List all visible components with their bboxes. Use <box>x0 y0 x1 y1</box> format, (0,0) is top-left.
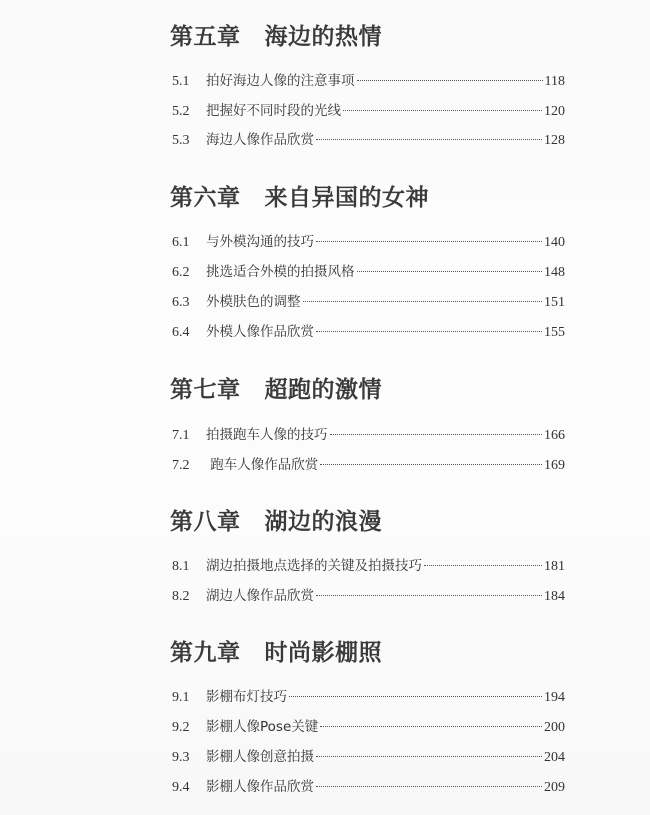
section-number: 8.2 <box>172 589 190 604</box>
page-number: 166 <box>544 428 565 443</box>
chapter-heading <box>170 507 382 537</box>
section-number: 7.1 <box>172 428 190 443</box>
toc-entry[interactable] <box>172 100 565 122</box>
chapter-heading <box>170 375 382 405</box>
chapter-heading <box>170 22 382 52</box>
chapter-number: 第七章 <box>170 377 241 403</box>
section-title: 拍好海边人像的注意事项 <box>206 73 355 89</box>
section-number: 6.1 <box>172 235 190 250</box>
dot-leader <box>316 595 542 596</box>
toc-entry[interactable] <box>172 129 565 151</box>
dot-leader <box>289 696 542 697</box>
section-title: 影棚人像Pose关键 <box>206 719 319 735</box>
chapter-title: 湖边的浪漫 <box>264 509 382 535</box>
section-title: 把握好不同时段的光线 <box>206 103 341 119</box>
toc-entry[interactable] <box>172 424 565 446</box>
dot-leader <box>330 434 543 435</box>
page-number: 140 <box>544 235 565 250</box>
page-number: 151 <box>544 295 565 310</box>
dot-leader <box>343 110 542 111</box>
section-number: 5.2 <box>172 104 190 119</box>
dot-leader <box>316 139 542 140</box>
page-number: 194 <box>544 690 565 705</box>
dot-leader <box>316 786 542 787</box>
chapter-title: 超跑的激情 <box>264 377 382 403</box>
section-title: 湖边人像作品欣赏 <box>206 588 314 604</box>
dot-leader <box>320 726 542 727</box>
chapter-title: 海边的热情 <box>264 24 382 50</box>
toc-entry[interactable] <box>172 70 565 92</box>
section-title: 外模人像作品欣赏 <box>206 324 314 340</box>
toc-entry[interactable] <box>172 686 565 708</box>
dot-leader <box>316 756 542 757</box>
section-title: 挑选适合外模的拍摄风格 <box>206 264 355 280</box>
dot-leader <box>357 80 543 81</box>
chapter-title: 时尚影棚照 <box>264 640 382 666</box>
section-number: 9.4 <box>172 780 190 795</box>
dot-leader <box>424 565 542 566</box>
page-number: 120 <box>544 104 565 119</box>
toc-entry[interactable] <box>172 585 565 607</box>
chapter-title: 来自异国的女神 <box>264 185 429 211</box>
section-title: 跑车人像作品欣赏 <box>206 457 319 473</box>
section-number: 9.2 <box>172 720 190 735</box>
toc-entry[interactable] <box>172 776 565 798</box>
chapter-number: 第五章 <box>170 24 241 50</box>
section-title: 影棚人像创意拍摄 <box>206 749 314 765</box>
toc-entry[interactable] <box>172 231 565 253</box>
section-title: 拍摄跑车人像的技巧 <box>206 427 328 443</box>
page-number: 169 <box>544 458 565 473</box>
page-number: 118 <box>544 74 565 89</box>
section-number: 6.4 <box>172 325 190 340</box>
section-number: 6.3 <box>172 295 190 310</box>
dot-leader <box>357 271 543 272</box>
dot-leader <box>316 241 542 242</box>
page-number: 184 <box>544 589 565 604</box>
dot-leader <box>320 464 542 465</box>
section-number: 5.3 <box>172 133 190 148</box>
toc-entry[interactable] <box>172 746 565 768</box>
chapter-number: 第六章 <box>170 185 241 211</box>
page-number: 204 <box>544 750 565 765</box>
chapter-heading <box>170 183 429 213</box>
toc-entry[interactable] <box>172 291 565 313</box>
dot-leader <box>316 331 542 332</box>
section-title: 外模肤色的调整 <box>206 294 301 310</box>
chapter-number: 第九章 <box>170 640 241 666</box>
section-title: 影棚人像作品欣赏 <box>206 779 314 795</box>
page-number: 200 <box>544 720 565 735</box>
toc-entry[interactable] <box>172 261 565 283</box>
section-number: 8.1 <box>172 559 190 574</box>
section-title: 与外模沟通的技巧 <box>206 234 314 250</box>
section-number: 7.2 <box>172 458 190 473</box>
page-number: 128 <box>544 133 565 148</box>
toc-entry[interactable] <box>172 555 565 577</box>
toc-entry[interactable] <box>172 454 565 476</box>
section-title: 湖边拍摄地点选择的关键及拍摄技巧 <box>206 558 422 574</box>
section-number: 5.1 <box>172 74 190 89</box>
page-number: 181 <box>544 559 565 574</box>
dot-leader <box>303 301 543 302</box>
section-number: 6.2 <box>172 265 190 280</box>
section-number: 9.3 <box>172 750 190 765</box>
toc-entry[interactable] <box>172 716 565 738</box>
section-number: 9.1 <box>172 690 190 705</box>
toc-entry[interactable] <box>172 321 565 343</box>
page-number: 155 <box>544 325 565 340</box>
section-title: 海边人像作品欣赏 <box>206 132 314 148</box>
chapter-number: 第八章 <box>170 509 241 535</box>
section-title: 影棚布灯技巧 <box>206 689 287 705</box>
page-number: 148 <box>544 265 565 280</box>
page-number: 209 <box>544 780 565 795</box>
chapter-heading <box>170 638 382 668</box>
